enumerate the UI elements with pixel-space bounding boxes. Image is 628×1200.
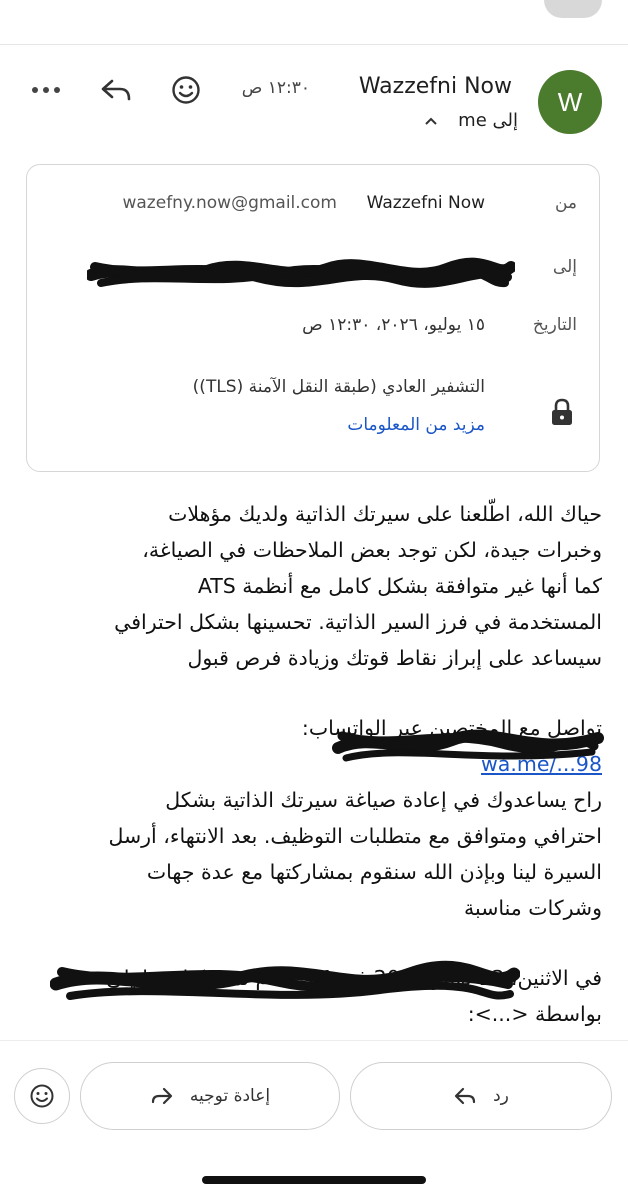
action-bar-divider <box>0 1040 628 1041</box>
more-options-icon[interactable] <box>26 70 66 110</box>
recipient-label: إلى me <box>458 110 518 131</box>
forward-arrow-icon <box>150 1086 174 1106</box>
from-label: من <box>554 193 577 213</box>
message-details-card <box>26 164 600 472</box>
chevron-up-icon <box>424 110 438 131</box>
sent-time: ١٢:٣٠ ص <box>241 78 310 98</box>
lock-icon <box>549 397 575 427</box>
emoji-react-button[interactable] <box>14 1068 70 1124</box>
body-line: سيساعد على إبراز نقاط قوتك وزيادة فرص قبول <box>187 646 602 670</box>
top-scroll-pill <box>544 0 602 18</box>
reply-icon[interactable] <box>96 70 136 110</box>
body-line: السيرة لينا وبإذن الله سنقوم بمشاركتها مع عدة جهات <box>146 860 602 884</box>
quote-header-line: بواسطة <...>: <box>467 1002 602 1026</box>
home-indicator <box>202 1176 426 1184</box>
body-line: حياك الله، اطّلعنا على سيرتك الذاتية ولديك مؤهلات <box>168 502 602 526</box>
sender-name: Wazzefni Now <box>358 74 512 99</box>
reply-button[interactable] <box>350 1062 612 1130</box>
more-info-link[interactable]: مزيد من المعلومات <box>347 415 485 435</box>
forward-button[interactable] <box>80 1062 340 1130</box>
body-line: احترافي ومتوافق مع متطلبات التوظيف. بعد الانتهاء، أرسل <box>108 824 602 848</box>
body-line: وخبرات جيدة، لكن توجد بعض الملاحظات في الصياغة، <box>142 538 602 562</box>
emoji-add-icon <box>29 1083 55 1109</box>
forward-label: إعادة توجيه <box>189 1086 271 1106</box>
date-value: ١٥ يوليو، ٢٠٢٦، ١٢:٣٠ ص <box>302 315 485 335</box>
body-line: راح يساعدوك في إعادة صياغة سيرتك الذاتية بشكل <box>165 788 602 812</box>
reply-label: رد <box>493 1086 509 1106</box>
body-line: كما أنها غير متوافقة بشكل كامل مع أنظمة ATS <box>197 574 602 598</box>
emoji-reaction-icon[interactable] <box>166 70 206 110</box>
body-line: وشركات مناسبة <box>464 896 602 920</box>
contact-line: تواصل مع المختصين عبر الواتساب: <box>301 716 602 740</box>
from-name: Wazzefni Now <box>366 193 485 213</box>
redacted-recipient-scribble <box>87 257 515 291</box>
from-email[interactable]: wazefny.now@gmail.com <box>122 193 337 213</box>
recipient-toggle[interactable] <box>424 110 518 131</box>
top-divider <box>0 44 628 45</box>
quote-header-line: في الاثنين، 13 يوليو 2026 في 11:31 م تمت كتابة ما يلي <box>106 966 602 990</box>
whatsapp-link[interactable]: wa.me/...98 <box>481 752 602 776</box>
reply-arrow-icon <box>453 1086 477 1106</box>
body-line: المستخدمة في فرز السير الذاتية. تحسينها بشكل احترافي <box>114 610 602 634</box>
date-label: التاريخ <box>532 315 577 335</box>
email-body <box>24 496 602 1032</box>
encryption-value: التشفير العادي (طبقة النقل الآمنة (TLS)) <box>192 377 485 397</box>
sender-avatar[interactable]: W <box>538 70 602 134</box>
to-label: إلى <box>552 257 577 277</box>
